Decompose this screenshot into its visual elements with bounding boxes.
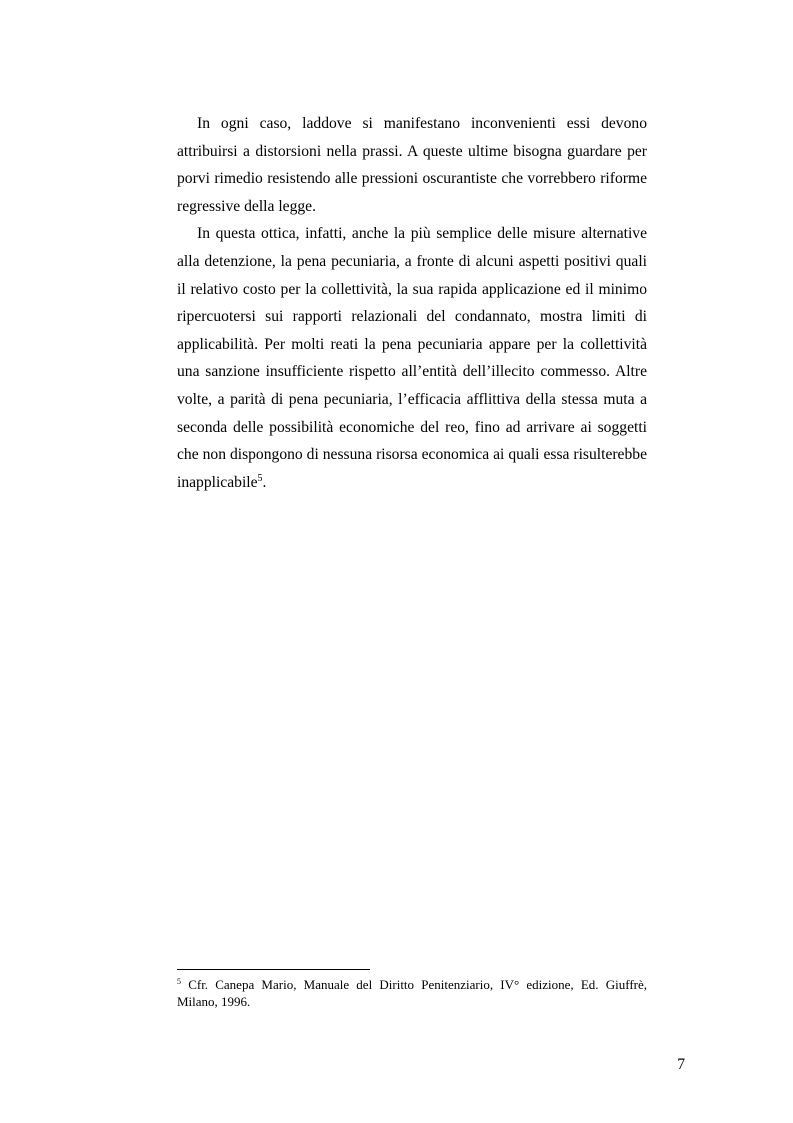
footnote-separator [177, 969, 370, 970]
footnote-reference[interactable]: 5 [257, 472, 263, 484]
paragraph-1-text: In ogni caso, laddove si manifestano inconvenienti essi devono attribuirsi a distorsioni nella prassi. A queste ultime bisogna guardare per porvi rimedio resistendo alle pressioni oscurantiste che vorrebbero riforme regressive della legge. [177, 115, 647, 215]
paragraph-2 [177, 220, 647, 496]
paragraph-2-text: In questa ottica, infatti, anche la più semplice delle misure alternative alla detenzione, la pena pecuniaria, a fronte di alcuni aspetti positivi quali il relativo costo per la collettività, la sua rapida applicazione ed il minimo ripercuotersi sui rapporti relazionali del condannato, mostra limiti di applicabilità. Per molti reati la pena pecuniaria appare per la collettività una sanzione insufficiente rispetto all’entità dell’illecito commesso. Altre volte, a parità di pena pecuniaria, l’efficacia afflittiva della stessa muta a seconda delle possibilità economiche del reo, fino ad arrivare ai soggetti che non dispongono di nessuna risorsa economica ai quali essa risulterebbe inapplicabile [177, 225, 647, 491]
paragraph-1 [177, 110, 647, 220]
footnote [177, 976, 647, 1010]
body-text [177, 110, 647, 496]
paragraph-2-tail: . [262, 473, 267, 491]
footnote-marker: 5 [177, 977, 181, 986]
footnote-text: Cfr. Canepa Mario, Manuale del Diritto Penitenziario, IV° edizione, Ed. Giuffrè, Milano, 1996. [177, 977, 647, 1009]
page-number: 7 [677, 1056, 685, 1073]
